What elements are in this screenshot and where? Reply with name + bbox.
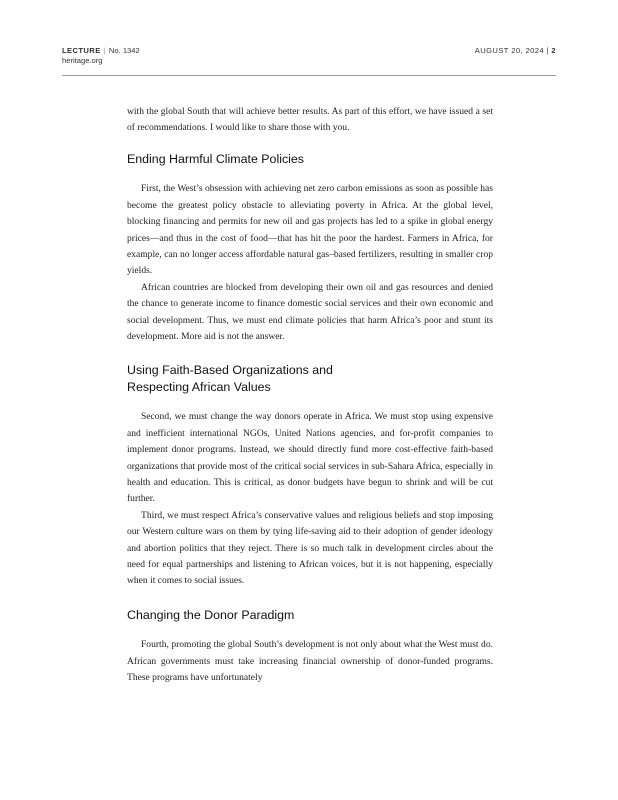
page-number: 2 [551, 46, 556, 55]
heading-line-2: Respecting African Values [127, 379, 271, 394]
paragraph-net-zero: First, the West’s obsession with achieving net zero carbon emissions as soon as possible has become the greatest policy obstacle to alleviating poverty in Africa. At the global level, blocking financing and permits for new oil and gas projects has led to a spike in global energy prices—and thus in the cost of food—that has hit the poor the hardest. Farmers in Africa, for example, can no longer access affordable natural gas–based fertilizers, resulting in smaller crop yields. [127, 183, 493, 277]
article-body [127, 104, 493, 687]
header-divider [62, 75, 556, 76]
header-separator: | [103, 46, 106, 55]
heading-line-1: Using Faith-Based Organizations and [127, 363, 333, 378]
paragraph-values: Third, we must respect Africa’s conservative values and religious beliefs and stop imposing our Western culture wars on them by tying life-saving aid to their adoption of gender ideology and abortion politics that they reject. There is so much talk in development circles about the need for equal partnerships and listening to African voices, but it is not happening, especially when it comes to social issues. [127, 509, 493, 587]
publication-date: AUGUST 20, 2024 [474, 46, 544, 55]
paragraph-ownership: Fourth, promoting the global South’s development is not only about what the West must do. African governments must take increasing financial ownership of donor-funded programs. These programs have unfortunately [127, 639, 493, 684]
paragraph-donors: Second, we must change the way donors operate in Africa. We must stop using expensive and inefficient international NGOs, United Nations agencies, and for-profit companies to implement donor programs. Instead, we should directly fund more cost-effective faith-based organizations that provide most of the critical social services in sub-Sahara Africa, especially in health and education. This is critical, as donor budgets have begun to shrink and will be cut further. [127, 411, 493, 505]
intro-paragraph: with the global South that will achieve better results. As part of this effort, we have issued a set of recommendations. I would like to share those with you. [127, 106, 493, 134]
lecture-number: No. 1342 [108, 46, 140, 55]
paragraph-oil-gas: African countries are blocked from developing their own oil and gas resources and denied the chance to generate income to finance domestic social services and their own economic and social development. Thus, we must end climate policies that harm Africa’s poor and stunt its development. More aid is not the answer. [127, 281, 493, 342]
section-heading-faith-based [127, 362, 493, 395]
header-separator-right: | [546, 46, 549, 55]
series-label: LECTURE [62, 46, 101, 55]
site-link[interactable]: heritage.org [62, 56, 103, 65]
section-heading-climate: Ending Harmful Climate Policies [127, 151, 304, 166]
publication-info [62, 46, 140, 66]
section-heading-donor-paradigm: Changing the Donor Paradigm [127, 607, 295, 622]
date-and-page [475, 46, 556, 56]
